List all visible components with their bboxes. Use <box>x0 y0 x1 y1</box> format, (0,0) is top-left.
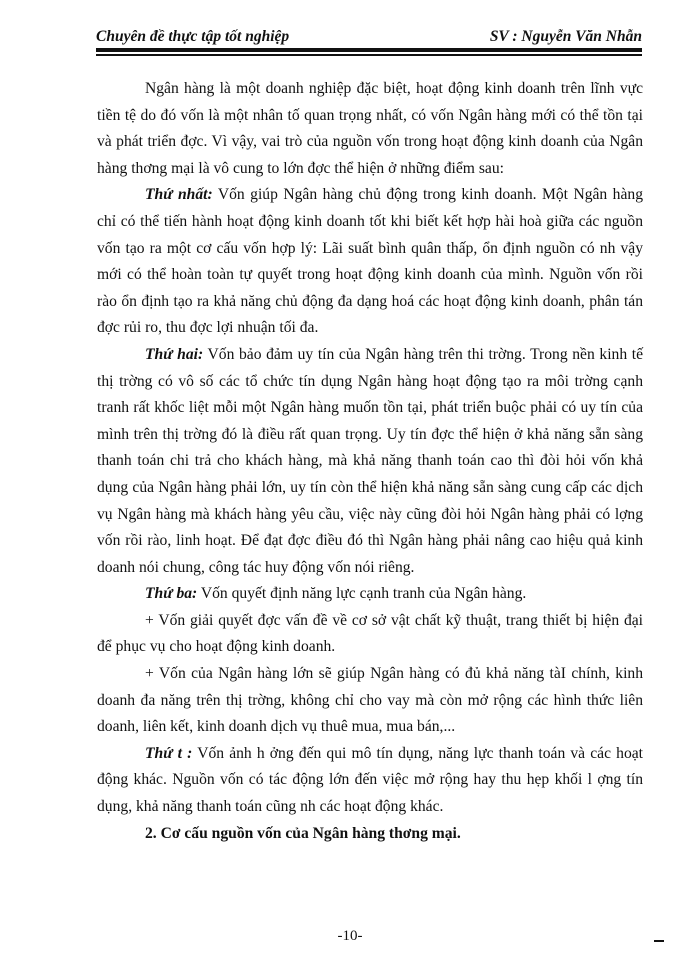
lead-second: Thứ hai: <box>145 345 204 363</box>
paragraph-first: Thứ nhất: Vốn giúp Ngân hàng chủ động trong kinh doanh. Một Ngân hàng chỉ có thể tiến hành hoạt động kinh doanh tốt khi biết kết hợp hài hoà giữa các nguồn vốn tạo ra một cơ cấu vốn hợp lý: Lãi suất bình quân thấp, ổn định nguồn có nh vậy mới có thể hoàn toàn tự quyết trong hoạt động kinh doanh của mình. Nguồn vốn rồi rào ổn định tạo ra khả năng chủ động đa dạng hoá các hoạt động kinh doanh, phân tán đợc rủi ro, thu đợc lợi nhuận tối đa. <box>97 186 643 337</box>
paragraph-third: Thứ ba: Vốn quyết định năng lực cạnh tranh của Ngân hàng. <box>145 585 527 603</box>
section-heading: 2. Cơ cấu nguồn vốn của Ngân hàng thơng mại. <box>145 824 461 842</box>
header-rule-thick <box>96 48 642 52</box>
lead-fourth: Thứ t : <box>145 744 193 762</box>
paragraph-second: Thứ hai: Vốn bảo đảm uy tín của Ngân hàng trên thi trờng. Trong nền kinh tế thị trờng có vô số các tổ chức tín dụng Ngân hàng hoạt động tạo ra môi trờng cạnh tranh rất khốc liệt mỗi một Ngân hàng muốn tồn tại, phát triển buộc phải có uy tín của mình trên thị trờng đó là điều rất quan trọng. Uy tín đợc thể hiện ở khả năng sẵn sàng thanh toán chi trả cho khách hàng, mà khả năng thanh toán cao thì đòi hỏi vốn khả dụng của Ngân hàng phải lớn, uy tín còn thể hiện khả năng sẵn sàng cung cấp các dịch vụ Ngân hàng mà khách hàng yêu cầu, việc này cũng đòi hỏi Ngân hàng phải có lợng vốn rồi rào, linh hoạt. Để đạt đợc điều đó thì Ngân hàng phải nâng cao hiệu quả kinh doanh nói chung, công tác huy động vốn nói riêng. <box>97 345 644 576</box>
header-rule-thin <box>96 54 642 56</box>
paragraph-fourth: Thứ t : Vốn ảnh h ởng đến qui mô tín dụng, năng lực thanh toán và các hoạt động khác. Nguồn vốn có tác động lớn đến việc mở rộng hay thu hẹp khối l ợng tín dụng, khả năng thanh toán cũng nh các hoạt động khác. <box>97 744 643 816</box>
page-number: -10- <box>337 928 363 944</box>
lead-first: Thứ nhất: <box>145 186 213 204</box>
page-header <box>96 22 642 46</box>
document-body <box>97 76 643 847</box>
header-title: Chuyên đề thực tập tốt nghiệp <box>96 28 290 45</box>
header-author: SV : Nguyễn Văn Nhẫn <box>489 28 642 45</box>
footer-dash <box>654 940 664 942</box>
paragraph-bullet-2: + Vốn của Ngân hàng lớn sẽ giúp Ngân hàng có đủ khả năng tàI chính, kinh doanh đa năng trên thị trờng, không chỉ cho vay mà còn mở rộng các hình thức liên doanh, liên kết, kinh doanh dịch vụ thuê mua, mua bán,... <box>97 665 643 736</box>
lead-third: Thứ ba: <box>145 585 198 603</box>
paragraph-bullet-1: + Vốn giải quyết đợc vấn đề về cơ sở vật chất kỹ thuật, trang thiết bị hiện đại để phục vụ cho hoạt động kinh doanh. <box>97 611 643 656</box>
paragraph-intro: Ngân hàng là một doanh nghiệp đặc biệt, hoạt động kinh doanh trên lĩnh vực tiền tệ do đó vốn là một nhân tố quan trọng nhất, có vốn Ngân hàng mới có thể tồn tại và phát triển đợc. Vì vậy, vai trò của nguồn vốn trong hoạt động kinh doanh của Ngân hàng thơng mại là vô cung to lớn đợc thể hiện ở những điểm sau: <box>97 80 643 177</box>
